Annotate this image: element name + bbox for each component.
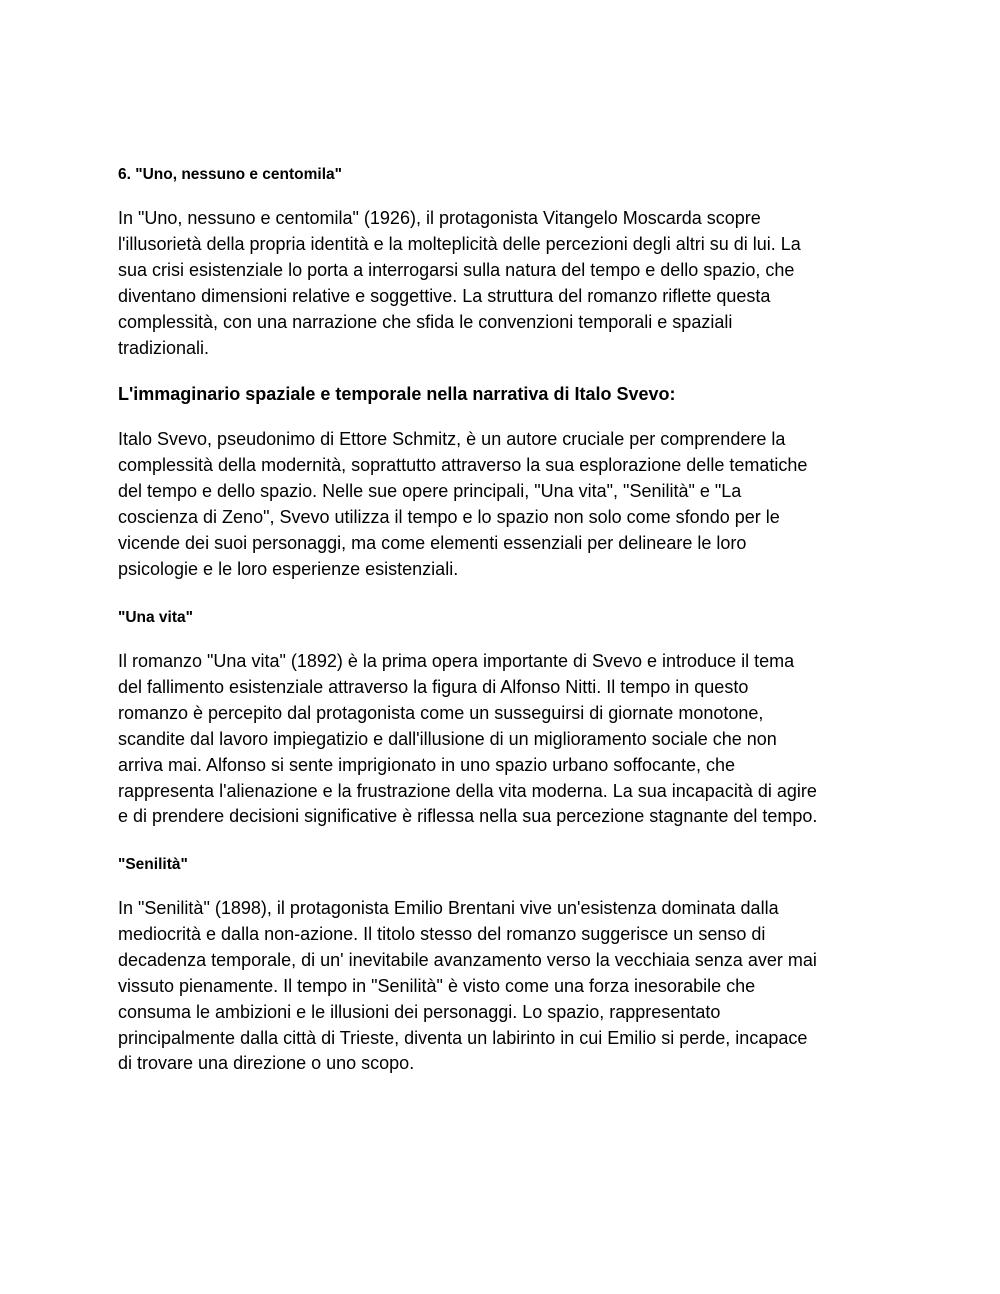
paragraph-line: Italo Svevo, pseudonimo di Ettore Schmitz, è un autore cruciale per comprendere la [118,429,786,449]
paragraph-senilita [118,896,888,1077]
paragraph-line: scandite dal lavoro impiegatizio e dall'illusione di un miglioramento sociale che non [118,728,777,749]
paragraph-line: In "Senilità" (1898), il protagonista Emilio Brentani vive un'esistenza dominata dalla [118,898,779,918]
paragraph-line: psicologie e le loro esperienze esistenziali. [118,558,459,579]
section-heading-una-vita: "Una vita" [118,609,193,626]
paragraph-line: di trovare una direzione o uno scopo. [118,1053,415,1074]
paragraph-line: diventano dimensioni relative e soggettive. La struttura del romanzo riflette questa [118,285,771,306]
paragraph-line: complessità, con una narrazione che sfida le convenzioni temporali e spaziali [118,311,733,332]
paragraph-line: coscienza di Zeno", Svevo utilizza il tempo e lo spazio non solo come sfondo per le [118,506,780,527]
paragraph-line: del fallimento esistenziale attraverso la figura di Alfonso Nitti. Il tempo in questo [118,676,749,697]
paragraph-line: Il romanzo "Una vita" (1892) è la prima opera importante di Svevo e introduce il tema [118,651,795,671]
paragraph-line: complessità della modernità, soprattutto attraverso la sua esplorazione delle tematiche [118,454,808,475]
paragraph-line: sua crisi esistenziale lo porta a interrogarsi sulla natura del tempo e dello spazio, che [118,259,795,280]
paragraph-una-vita [118,649,888,830]
paragraph-line: tradizionali. [118,337,210,358]
paragraph-line: romanzo è percepito dal protagonista come un susseguirsi di giornate monotone, [118,702,764,723]
paragraph-uno-nessuno [118,206,888,361]
paragraph-line: vicende dei suoi personaggi, ma come elementi essenziali per delineare le loro [118,532,747,553]
paragraph-line: mediocrità e dalla non-azione. Il titolo stesso del romanzo suggerisce un senso di [118,923,766,944]
paragraph-line: arriva mai. Alfonso si sente imprigionato in uno spazio urbano soffocante, che [118,754,736,775]
paragraph-line: vissuto pienamente. Il tempo in "Senilità" è visto come una forza inesorabile che [118,975,756,996]
paragraph-line: principalmente dalla città di Trieste, diventa un labirinto in cui Emilio si perde, incapace [118,1027,808,1048]
paragraph-line: e di prendere decisioni significative è riflessa nella sua percezione stagnante del tempo. [118,806,818,827]
section-heading-senilita: "Senilità" [118,856,188,873]
paragraph-line: In "Uno, nessuno e centomila" (1926), il protagonista Vitangelo Moscarda scopre [118,208,761,228]
paragraph-svevo-intro [118,427,888,582]
paragraph-line: l'illusorietà della propria identità e la molteplicità delle percezioni degli altri su di lui. La [118,233,801,254]
section-heading-svevo: L'immaginario spaziale e temporale nella narrativa di Italo Svevo: [118,384,676,404]
section-heading-uno-nessuno: 6. "Uno, nessuno e centomila" [118,166,342,183]
paragraph-line: rappresenta l'alienazione e la frustrazione della vita moderna. La sua incapacità di agire [118,780,817,801]
paragraph-line: decadenza temporale, di un' inevitabile avanzamento verso la vecchiaia senza aver mai [118,949,817,970]
paragraph-line: consuma le ambizioni e le illusioni dei personaggi. Lo spazio, rappresentato [118,1001,721,1022]
paragraph-line: del tempo e dello spazio. Nelle sue opere principali, "Una vita", "Senilità" e "La [118,480,742,501]
